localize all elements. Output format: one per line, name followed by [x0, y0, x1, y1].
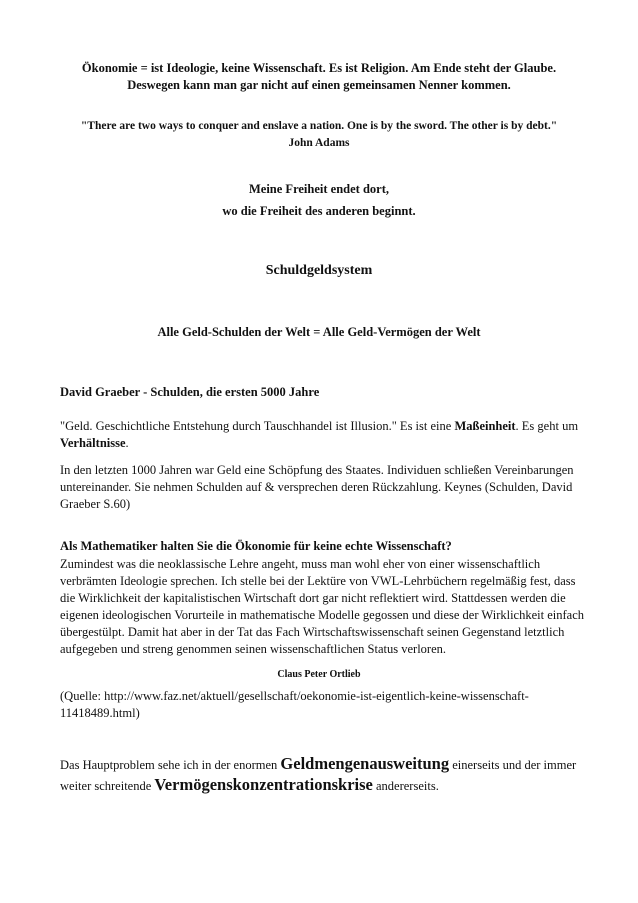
quote-adams-author: John Adams [288, 137, 350, 149]
page-title: Schuldgeldsystem [265, 263, 373, 278]
quote-economy [40, 60, 598, 94]
closing-geldmengenausweitung: Geldmengenausweitung [280, 754, 450, 773]
quote-freedom-line1: Meine Freiheit endet dort, [248, 182, 389, 196]
graeber-p1-text-c: . Es geht um [515, 419, 579, 433]
graeber-p1-text-e: . [125, 436, 129, 450]
graeber-p1-verhaeltnisse: Verhältnisse [60, 436, 126, 450]
graeber-p1-text-a: "Geld. Geschichtliche Entstehung durch Tauschhandel ist Illusion." Es ist eine [60, 419, 455, 433]
quote-economy-line2: Deswegen kann man gar nicht auf einen gemeinsamen Nenner kommen. [127, 78, 511, 92]
equation-heading: Alle Geld-Schulden der Welt = Alle Geld-Vermögen der Welt [157, 325, 481, 339]
closing-text-c: einerseits und der immer weiter schreitende [60, 758, 577, 793]
closing-paragraph [60, 754, 590, 796]
graeber-p1-masseinheit: Maßeinheit [454, 419, 516, 433]
graeber-heading: David Graeber - Schulden, die ersten 5000 Jahre [60, 385, 320, 399]
closing-text-e: andererseits. [372, 779, 439, 793]
interview-body: Zumindest was die neoklassische Lehre angeht, muss man wohl eher von einer wissenschaftlich verbrämten Ideologie sprechen. Ich stelle bei der Lektüre von VWL-Lehrbüchern regelmäßig fest, dass die Wirklichkeit der kapitalistischen Wirtschaft dort gar nicht reflektiert wird. Stattdessen werden die eigenen ideologischen Vorurteile in mathematische Modelle gegossen und diese der Wirklichkeit einfach übergestülpt. Damit hat aber in der Tat das Fach Wirtschaftswissenschaft seinen Gegenstand letztlich aufgegeben und streng genommen seinen wissenschaftlichen Status verloren. [60, 557, 584, 656]
graeber-paragraph1 [60, 418, 590, 452]
quote-adams [40, 118, 598, 152]
quote-adams-text: "There are two ways to conquer and enslave a nation. One is by the sword. The other is by debt." [80, 120, 558, 132]
closing-vermoegenskrise: Vermögenskonzentrationskrise [154, 775, 373, 794]
interview-source: (Quelle: http://www.faz.net/aktuell/gesellschaft/oekonomie-ist-eigentlich-keine-wissenschaft-11418489.html) [60, 689, 529, 720]
quote-freedom [40, 178, 598, 222]
closing-text-a: Das Hauptproblem sehe ich in der enormen [60, 758, 281, 772]
interview-heading: Als Mathematiker halten Sie die Ökonomie für keine echte Wissenschaft? [60, 539, 452, 553]
quote-freedom-line2: wo die Freiheit des anderen beginnt. [222, 204, 416, 218]
graeber-paragraph2: In den letzten 1000 Jahren war Geld eine Schöpfung des Staates. Individuen schließen Vereinbarungen untereinander. Sie nehmen Schulden auf & versprechen deren Rückzahlung. Keynes (Schulden, David Graeber S.60) [60, 463, 574, 511]
quote-economy-line1: Ökonomie = ist Ideologie, keine Wissenschaft. Es ist Religion. Am Ende steht der Glaube. [81, 61, 557, 75]
interview-author: Claus Peter Ortlieb [277, 669, 361, 680]
